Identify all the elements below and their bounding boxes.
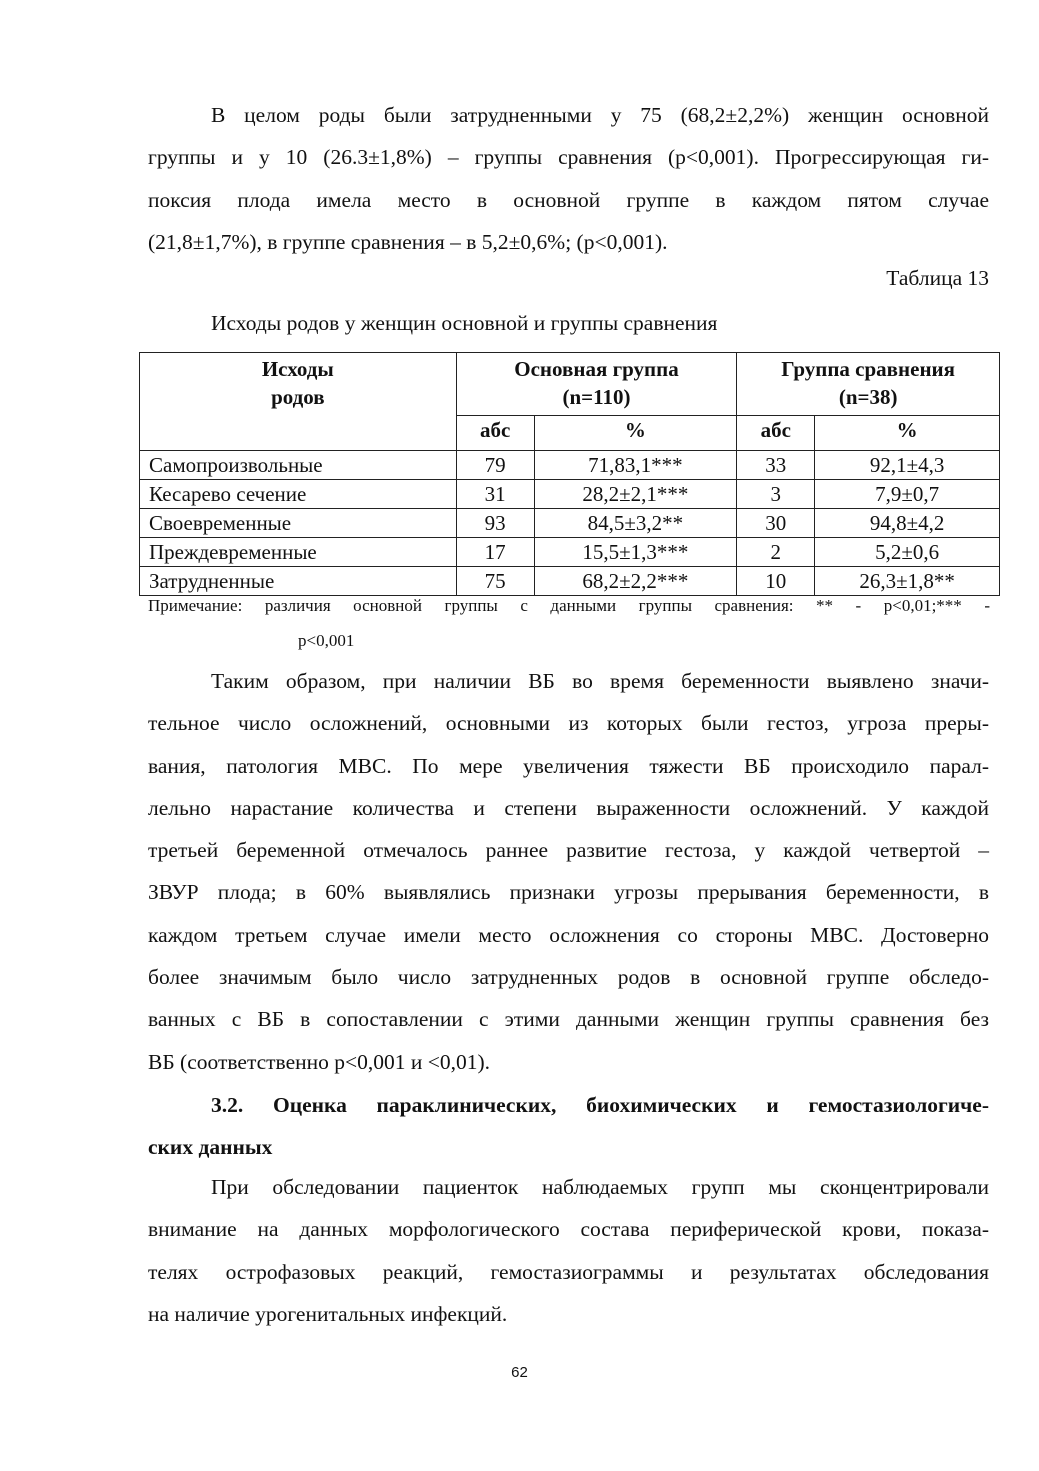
row-name: Затрудненные <box>140 567 457 596</box>
paragraph-conclusion <box>148 660 989 1083</box>
cell-g2-abs: 30 <box>737 509 815 538</box>
heading-line: ских данных <box>148 1135 273 1160</box>
header-text: Исходы <box>261 357 334 381</box>
text-line: ВБ (соответственно р<0,001 и <0,01). <box>148 1049 491 1074</box>
table-note-continuation: р<0,001 <box>298 631 355 650</box>
header-comparison-group <box>737 353 1000 416</box>
text-line: (21,8±1,7%), в группе сравнения – в 5,2±0,6%; (р<0,001). <box>148 229 668 254</box>
text-line: ЗВУР плода; в 60% выявлялись признаки угрозы прерывания беременности, в <box>148 880 989 905</box>
cell-g1-abs: 93 <box>456 509 534 538</box>
page-number: 62 <box>511 1364 528 1381</box>
header-text: (n=110) <box>562 385 631 409</box>
cell-g1-abs: 75 <box>456 567 534 596</box>
header-main-group <box>456 353 737 416</box>
table-caption: Исходы родов у женщин основной и группы сравнения <box>211 311 718 335</box>
header-text: родов <box>271 385 325 409</box>
cell-g2-pct: 92,1±4,3 <box>815 451 1000 480</box>
text-line: более значимым было число затрудненных родов в основной группе обследо- <box>148 965 989 990</box>
text-line: лельно нарастание количества и степени выраженности осложнений. У каждой <box>148 795 989 820</box>
table-row <box>140 480 1000 509</box>
text-line: Таким образом, при наличии ВБ во время беременности выявлено значи- <box>211 669 989 693</box>
row-name: Кесарево сечение <box>140 480 457 509</box>
row-name: Своевременные <box>140 509 457 538</box>
table-row <box>140 567 1000 596</box>
header-text: (n=38) <box>838 385 898 409</box>
header-text: Группа сравнения <box>781 357 956 381</box>
table-number: Таблица 13 <box>886 266 989 290</box>
cell-g1-pct: 68,2±2,2*** <box>534 567 737 596</box>
section-heading <box>148 1084 989 1169</box>
text-line: тельное число осложнений, основными из которых были гестоз, угроза преры- <box>148 711 989 736</box>
paragraph-birth-outcomes <box>148 94 989 263</box>
cell-g1-pct: 71,83,1*** <box>534 451 737 480</box>
cell-g2-abs: 3 <box>737 480 815 509</box>
heading-line: 3.2. Оценка параклинических, биохимических и гемостазиологиче- <box>211 1093 989 1117</box>
table-header-row <box>140 353 1000 416</box>
cell-g2-pct: 7,9±0,7 <box>815 480 1000 509</box>
header-pct: % <box>815 416 1000 451</box>
text-line: на наличие урогенитальных инфекций. <box>148 1301 508 1326</box>
table-row <box>140 509 1000 538</box>
cell-g2-abs: 2 <box>737 538 815 567</box>
text-line: третьей беременной отмечалось раннее развитие гестоза, у каждой четвертой – <box>148 838 989 863</box>
text-line: При обследовании пациенток наблюдаемых групп мы сконцентрировали <box>211 1175 989 1199</box>
table-row <box>140 538 1000 567</box>
text-line: вания, патология МВС. По мере увеличения тяжести ВБ происходило парал- <box>148 753 989 778</box>
cell-g1-pct: 28,2±2,1*** <box>534 480 737 509</box>
text-line: телях острофазовых реакций, гемостазиограммы и результатах обследования <box>148 1259 989 1284</box>
text-line: В целом роды были затрудненными у 75 (68,2±2,2%) женщин основной <box>211 103 989 127</box>
header-text: Основная группа <box>514 357 679 381</box>
header-abs: абс <box>456 416 534 451</box>
cell-g1-abs: 31 <box>456 480 534 509</box>
cell-g1-abs: 17 <box>456 538 534 567</box>
birth-outcomes-table <box>139 352 1000 596</box>
cell-g2-pct: 26,3±1,8** <box>815 567 1000 596</box>
cell-g1-abs: 79 <box>456 451 534 480</box>
header-outcomes <box>140 353 457 451</box>
paragraph-examination <box>148 1166 989 1335</box>
cell-g1-pct: 15,5±1,3*** <box>534 538 737 567</box>
text-line: ванных с ВБ в сопоставлении с этими данными женщин группы сравнения без <box>148 1007 989 1032</box>
text-line: поксия плода имела место в основной группе в каждом пятом случае <box>148 187 989 212</box>
row-name: Самопроизвольные <box>140 451 457 480</box>
table-row <box>140 451 1000 480</box>
cell-g2-abs: 33 <box>737 451 815 480</box>
header-pct: % <box>534 416 737 451</box>
cell-g2-pct: 94,8±4,2 <box>815 509 1000 538</box>
cell-g2-abs: 10 <box>737 567 815 596</box>
text-line: внимание на данных морфологического состава периферической крови, показа- <box>148 1217 989 1242</box>
cell-g2-pct: 5,2±0,6 <box>815 538 1000 567</box>
text-line: группы и у 10 (26.3±1,8%) – группы сравнения (р<0,001). Прогрессирующая ги- <box>148 145 989 170</box>
text-line: каждом третьем случае имели место осложнения со стороны МВС. Достоверно <box>148 922 989 947</box>
cell-g1-pct: 84,5±3,2** <box>534 509 737 538</box>
row-name: Преждевременные <box>140 538 457 567</box>
header-abs: абс <box>737 416 815 451</box>
table-note: Примечание: различия основной группы с данными группы сравнения: ** - р<0,01;*** - <box>148 596 990 615</box>
